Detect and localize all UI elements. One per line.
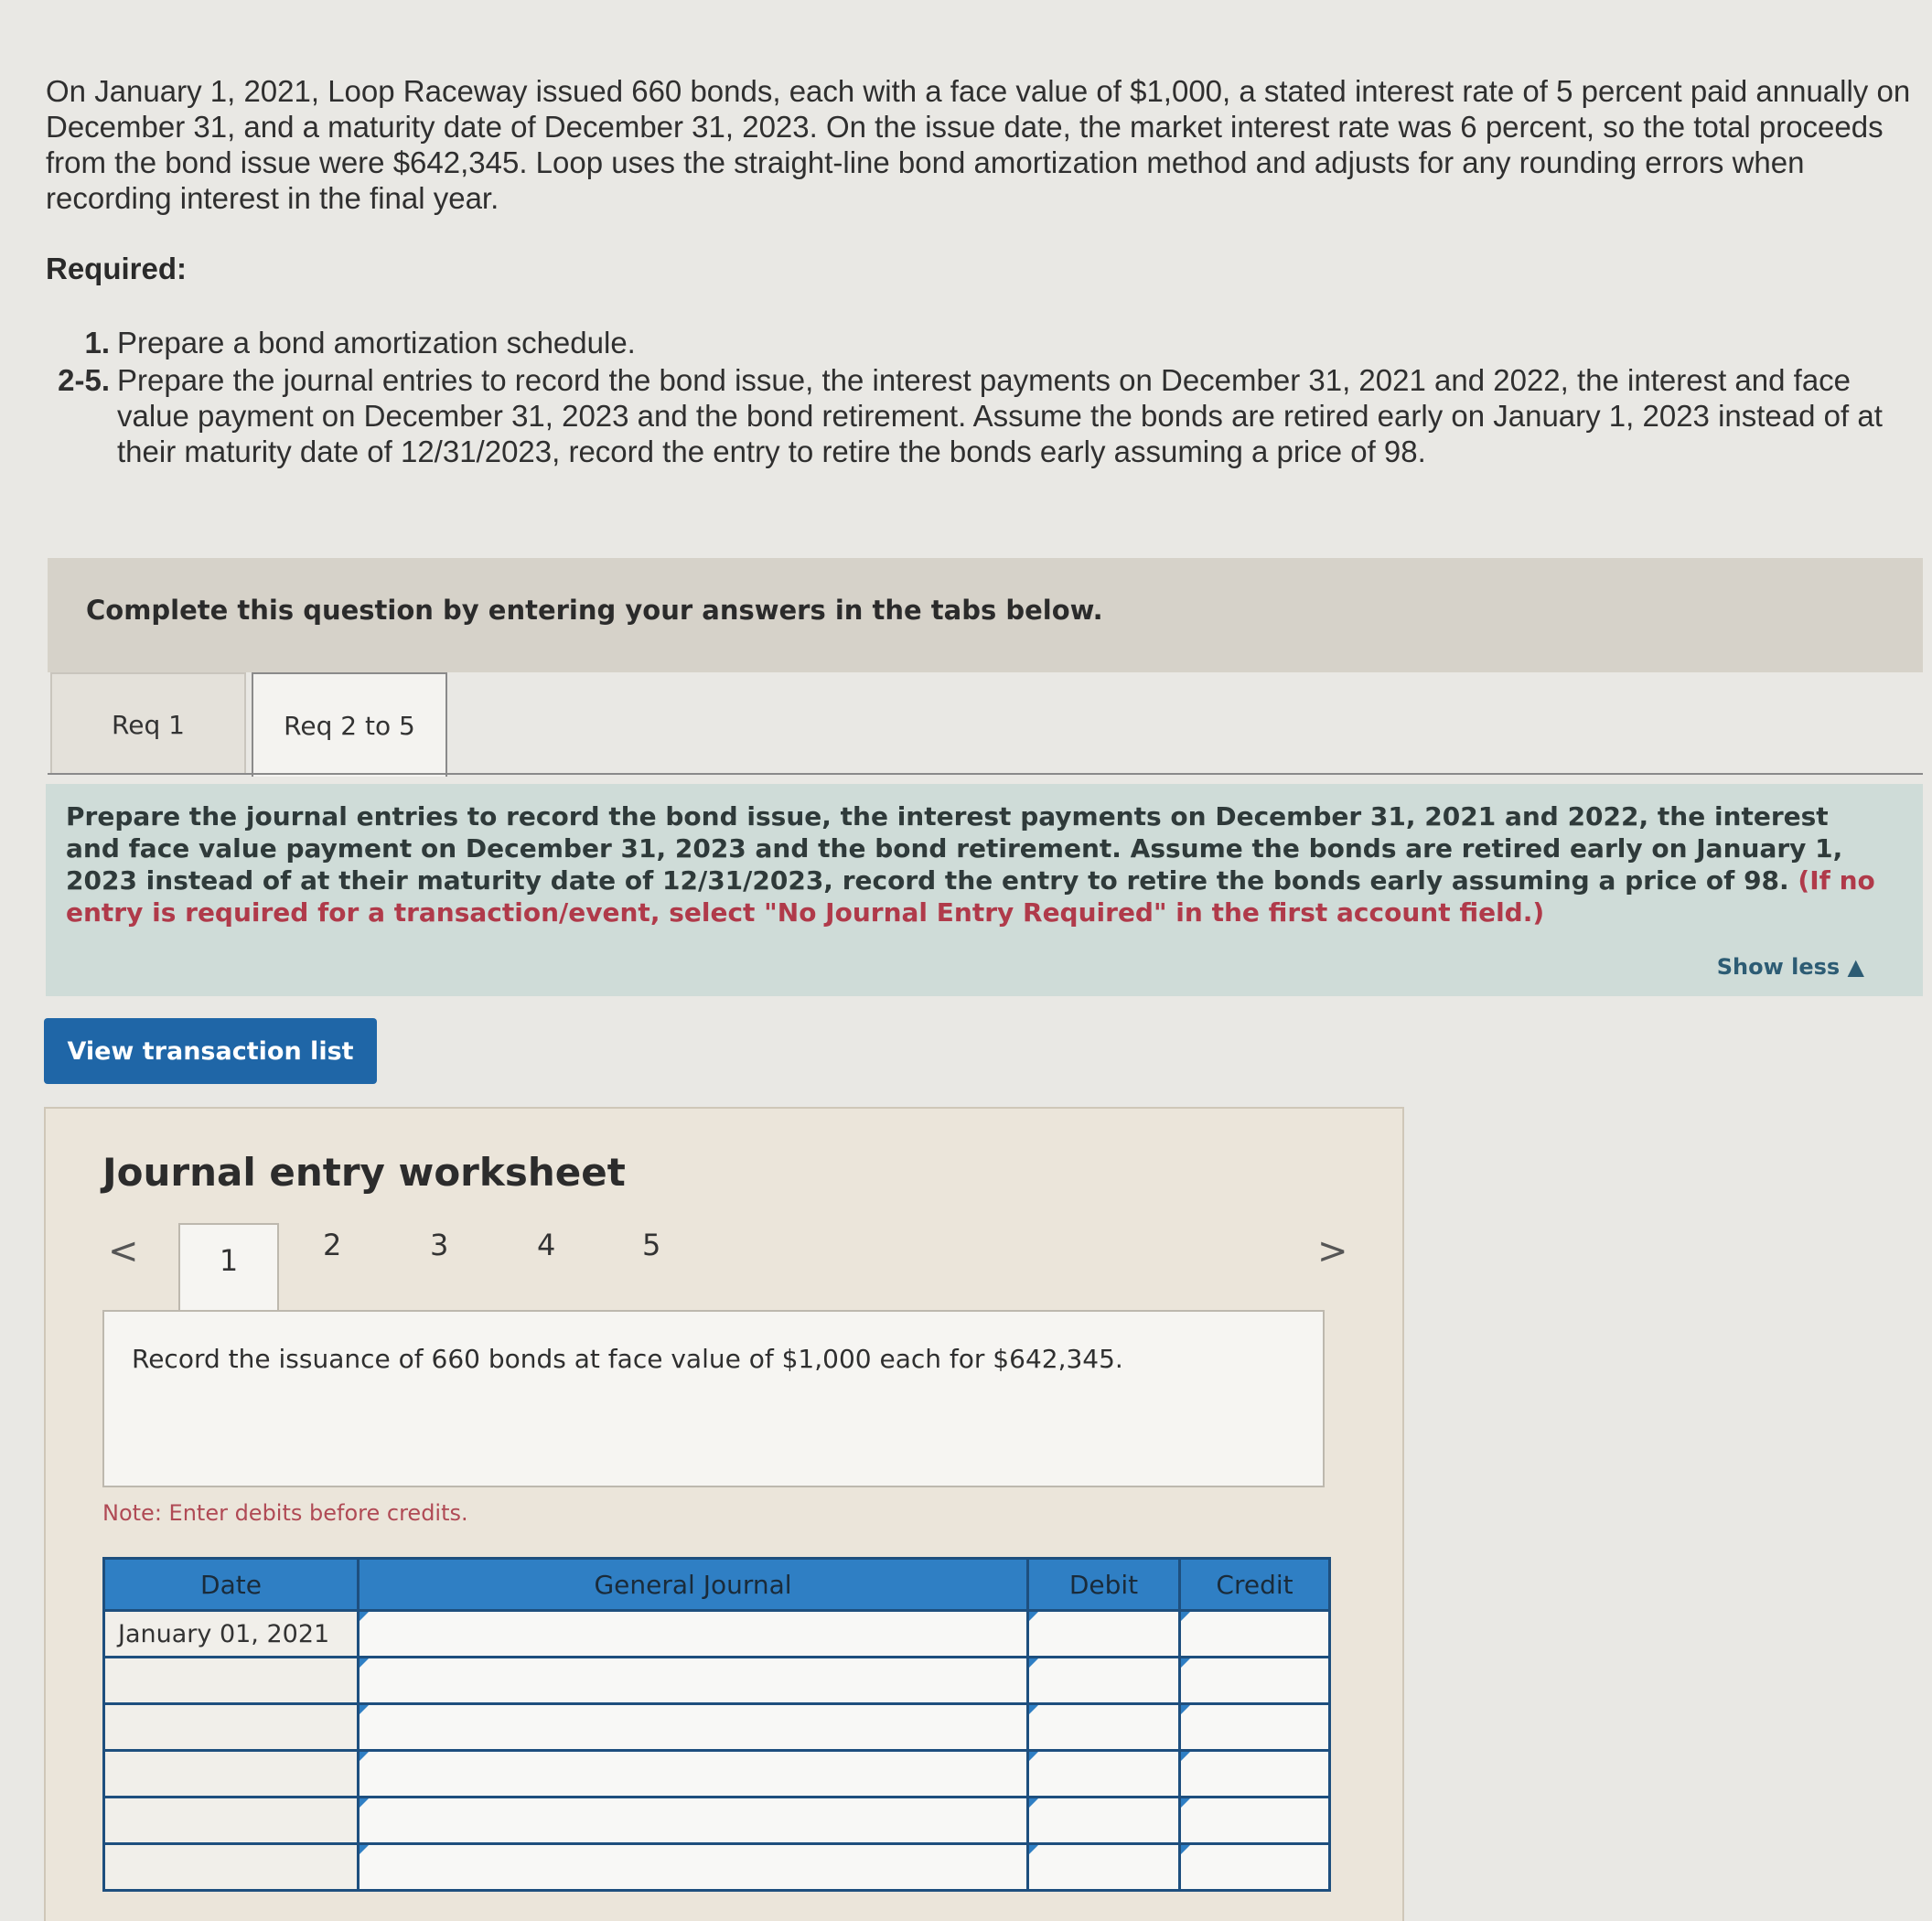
- required-heading: Required:: [46, 252, 188, 285]
- date-cell[interactable]: [104, 1704, 359, 1751]
- account-cell[interactable]: [359, 1751, 1028, 1798]
- date-cell[interactable]: January 01, 2021: [104, 1611, 359, 1658]
- requirement-number: 1.: [84, 326, 110, 360]
- worksheet-step-5[interactable]: 5: [642, 1228, 661, 1262]
- dropdown-marker-icon: [360, 1798, 369, 1808]
- table-row: [104, 1844, 1330, 1891]
- dropdown-marker-icon: [1029, 1845, 1038, 1854]
- worksheet-step-1[interactable]: 1: [178, 1223, 279, 1315]
- credit-cell[interactable]: [1180, 1611, 1330, 1658]
- debit-cell[interactable]: [1028, 1751, 1180, 1798]
- dropdown-marker-icon: [360, 1658, 369, 1668]
- dropdown-marker-icon: [1029, 1612, 1038, 1621]
- table-row: [104, 1798, 1330, 1844]
- instructions-note: (If no entry is required for a transaction/event, select "No Journal Entry Required" in the first account field.): [66, 865, 1875, 928]
- credit-cell[interactable]: [1180, 1798, 1330, 1844]
- dropdown-marker-icon: [360, 1612, 369, 1621]
- table-row: [104, 1658, 1330, 1704]
- instructions-main: Prepare the journal entries to record the bond issue, the interest payments on December 31, 2021 and 2022, the interest and face value payment on December 31, 2023 and the bond retirement. Assume the bonds are retired early on January 1, 2023 instead of at their maturity date of 12/31/2023, record the entry to retire the bonds early assuming a price of 98.: [66, 801, 1843, 896]
- chevron-right-icon[interactable]: >: [1317, 1230, 1348, 1272]
- account-cell[interactable]: [359, 1844, 1028, 1891]
- requirements-list: [46, 325, 1921, 471]
- requirement-text: Prepare a bond amortization schedule.: [117, 326, 636, 360]
- dropdown-marker-icon: [1029, 1658, 1038, 1668]
- dropdown-marker-icon: [1181, 1798, 1190, 1808]
- credit-cell[interactable]: [1180, 1751, 1330, 1798]
- banner-text: Complete this question by entering your answers in the tabs below.: [86, 595, 1103, 626]
- dropdown-marker-icon: [360, 1752, 369, 1761]
- instructions-panel: [46, 784, 1923, 996]
- account-cell[interactable]: [359, 1611, 1028, 1658]
- view-transaction-list-button[interactable]: View transaction list: [44, 1018, 377, 1084]
- dropdown-marker-icon: [1181, 1752, 1190, 1761]
- credit-cell[interactable]: [1180, 1704, 1330, 1751]
- date-cell[interactable]: [104, 1844, 359, 1891]
- journal-table: [102, 1557, 1331, 1892]
- requirement-item: [46, 362, 1921, 469]
- dropdown-marker-icon: [1029, 1798, 1038, 1808]
- show-less-link[interactable]: Show less ▲: [1716, 954, 1864, 980]
- debit-cell[interactable]: [1028, 1611, 1180, 1658]
- dropdown-marker-icon: [1029, 1705, 1038, 1714]
- debit-cell[interactable]: [1028, 1844, 1180, 1891]
- general-journal-header: General Journal: [359, 1559, 1028, 1611]
- date-cell[interactable]: [104, 1658, 359, 1704]
- transaction-description: Record the issuance of 660 bonds at face value of $1,000 each for $642,345.: [132, 1344, 1123, 1374]
- table-row: [104, 1751, 1330, 1798]
- table-row: [104, 1704, 1330, 1751]
- table-row: [104, 1611, 1330, 1658]
- credit-cell[interactable]: [1180, 1844, 1330, 1891]
- dropdown-marker-icon: [1181, 1705, 1190, 1714]
- date-header: Date: [104, 1559, 359, 1611]
- dropdown-marker-icon: [1181, 1845, 1190, 1854]
- dropdown-marker-icon: [1029, 1752, 1038, 1761]
- instructions-text: [66, 800, 1886, 928]
- debit-header: Debit: [1028, 1559, 1180, 1611]
- transaction-description-box: [102, 1310, 1325, 1487]
- dropdown-marker-icon: [360, 1845, 369, 1854]
- date-cell[interactable]: [104, 1751, 359, 1798]
- journal-header-row: [104, 1559, 1330, 1611]
- worksheet-step-3[interactable]: 3: [430, 1228, 449, 1262]
- dropdown-marker-icon: [1181, 1658, 1190, 1668]
- tabs-banner: [48, 558, 1923, 672]
- credit-cell[interactable]: [1180, 1658, 1330, 1704]
- debit-cell[interactable]: [1028, 1798, 1180, 1844]
- debit-cell[interactable]: [1028, 1704, 1180, 1751]
- worksheet-title: Journal entry worksheet: [102, 1150, 626, 1195]
- tab-req-1[interactable]: Req 1: [50, 672, 246, 775]
- credit-header: Credit: [1180, 1559, 1330, 1611]
- journal-entry-worksheet: [44, 1107, 1404, 1921]
- requirement-text: Prepare the journal entries to record the bond issue, the interest payments on December 31, 2021 and 2022, the interest and face value payment on December 31, 2023 and the bond retirement. Assume the bonds are retired early on January 1, 2023 instead of at their maturity date of 12/31/2023, record the entry to retire the bonds early assuming a price of 98.: [117, 363, 1883, 468]
- requirement-number: 2-5.: [58, 363, 110, 397]
- requirement-tabs: [48, 672, 1923, 775]
- account-cell[interactable]: [359, 1658, 1028, 1704]
- account-cell[interactable]: [359, 1798, 1028, 1844]
- worksheet-step-4[interactable]: 4: [537, 1228, 556, 1262]
- problem-statement: On January 1, 2021, Loop Raceway issued 660 bonds, each with a face value of $1,000, a stated interest rate of 5 percent paid annually on December 31, and a maturity date of December 31, 2023. On the issue date, the market interest rate was 6 percent, so the total proceeds from the bond issue were $642,345. Loop uses the straight-line bond amortization method and adjusts for any rounding errors when recording interest in the final year.: [46, 74, 1911, 215]
- tab-divider: [48, 773, 1923, 775]
- tab-req-2-to-5[interactable]: Req 2 to 5: [252, 672, 447, 777]
- dropdown-marker-icon: [360, 1705, 369, 1714]
- chevron-left-icon[interactable]: <: [108, 1230, 139, 1272]
- requirement-item: [46, 325, 1921, 360]
- debits-note: Note: Enter debits before credits.: [102, 1500, 468, 1526]
- worksheet-step-2[interactable]: 2: [323, 1228, 342, 1262]
- dropdown-marker-icon: [1181, 1612, 1190, 1621]
- date-cell[interactable]: [104, 1798, 359, 1844]
- account-cell[interactable]: [359, 1704, 1028, 1751]
- debit-cell[interactable]: [1028, 1658, 1180, 1704]
